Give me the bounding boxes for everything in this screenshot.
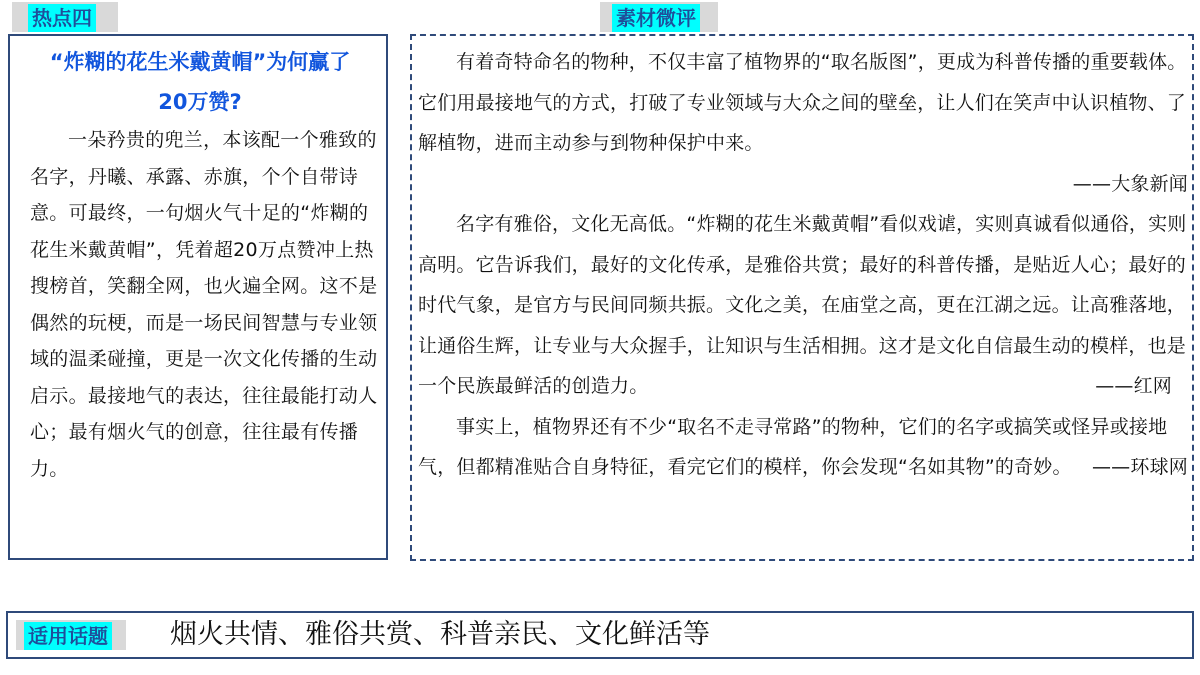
comment-paragraph-3: 事实上，植物界还有不少“取名不走寻常路”的物种，它们的名字或搞笑或怪异或接地气，但都精准贴合自身特征，看完它们的模样，你会发现“名如其物”的奇妙。 [418,415,1168,478]
article-paragraph: 一朵矜贵的兜兰，本该配一个雅致的名字，丹曦、承露、赤旗，个个自带诗意。可最终，一句烟火气十足的“炸糊的花生米戴黄帽”，凭着超20万点赞冲上热搜榜首，笑翻全网，也火遍全网。这不是偶然的玩梗，而是一场民间智慧与专业领域的温柔碰撞，更是一次文化传播的生动启示。最接地气的表达，往往最能打动人心；最有烟火气的创意，往往最有传播力。 [30,129,378,480]
article-title-line1: “炸糊的花生米戴黄帽”为何赢了 [49,50,351,74]
source-1: ——大象新闻 [1072,172,1188,195]
comment-tag: 素材微评 [612,4,700,32]
comment-paragraph-1: 有着奇特命名的物种，不仅丰富了植物界的“取名版图”，更成为科普传播的重要载体。它们用最接地气的方式，打破了专业领域与大众之间的壁垒，让人们在笑声中认识植物、了解植物，进而主动参与到物种保护中来。 [418,51,1187,154]
comment-text [418,42,1188,488]
source-2: ——红网 [1095,375,1172,397]
source-3: ——环球网 [1091,456,1188,478]
article-title-line2: 20万赞? [158,90,242,114]
comment-panel [410,34,1194,561]
topics-text: 烟火共情、雅俗共赏、科普亲民、文化鲜活等 [170,619,710,650]
hotspot-tag: 热点四 [28,4,96,32]
topics-tag: 适用话题 [24,622,112,650]
article-body [30,122,382,487]
comment-paragraph-2: 名字有雅俗，文化无高低。“炸糊的花生米戴黄帽”看似戏谑，实则真诚看似通俗，实则高明。它告诉我们，最好的文化传承，是雅俗共赏；最好的科普传播，是贴近人心；最好的时代气象，是官方与民间同频共振。文化之美，在庙堂之高，更在江湖之远。让高雅落地，让通俗生辉，让专业与大众握手，让知识与生活相拥。这才是文化自信最生动的模样，也是一个民族最鲜活的创造力。 [418,213,1187,397]
